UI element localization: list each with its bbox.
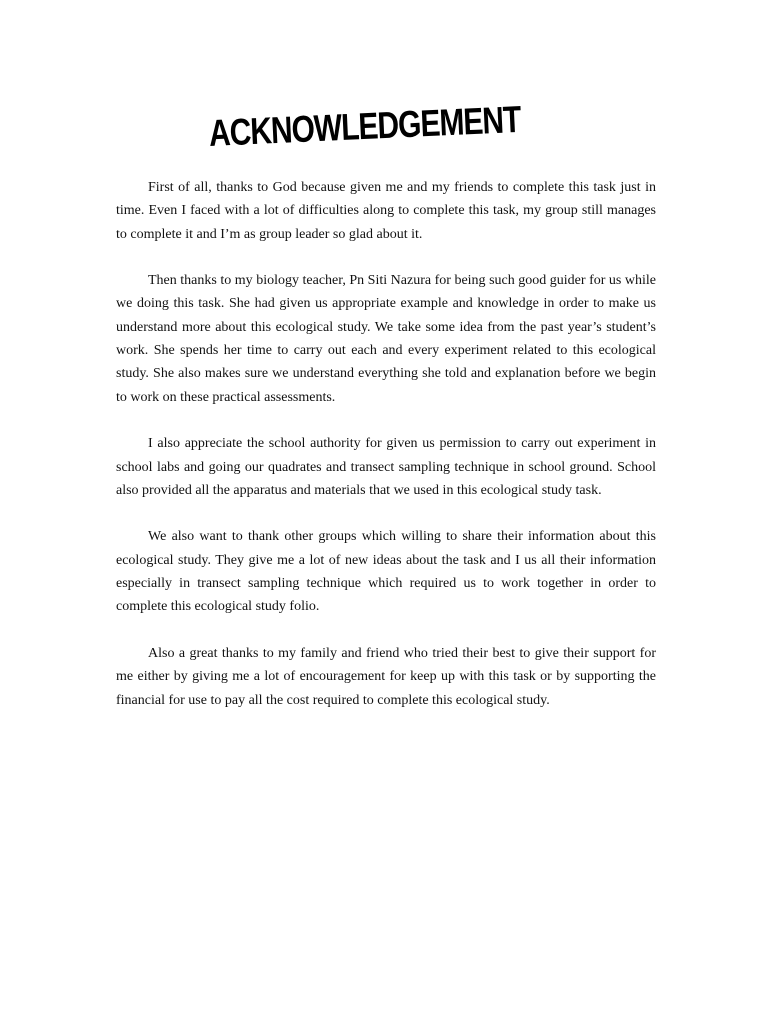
paragraph-4: We also want to thank other groups which willing to share their information about this ecological study. They give me a lot of new ideas about the task and I us all their information especially in transect sampling technique which required us to work together in order to complete this ecological study folio. bbox=[116, 529, 656, 615]
title-container bbox=[208, 99, 522, 162]
paragraph-2: Then thanks to my biology teacher, Pn Siti Nazura for being such good guider for us while we doing this task. She had given us appropriate example and knowledge in order to make us understand more about this ecological study. We take some idea from the past year’s student’s work. She spends her time to carry out each and every experiment related to this ecological study. She also makes sure we understand everything she told and explanation before we begin to work on these practical assessments. bbox=[116, 273, 656, 405]
document-body bbox=[116, 176, 656, 712]
paragraph-5: Also a great thanks to my family and friend who tried their best to give their support for me either by giving me a lot of encouragement for keep up with this task or by supporting the financial for use to pay all the cost required to complete this ecological study. bbox=[116, 645, 656, 708]
paragraph-3: I also appreciate the school authority for given us permission to carry out experiment in school labs and going our quadrates and transect sampling technique in school ground. School also provided all the apparatus and materials that we used in this ecological study task. bbox=[116, 436, 656, 498]
page-title: ACKNOWLEDGEMENT bbox=[208, 99, 522, 155]
paragraph-1: First of all, thanks to God because given me and my friends to complete this task just in time. Even I faced with a lot of difficulties along to complete this task, my group still manages to complete it and I’m as group leader so glad about it. bbox=[116, 180, 656, 242]
